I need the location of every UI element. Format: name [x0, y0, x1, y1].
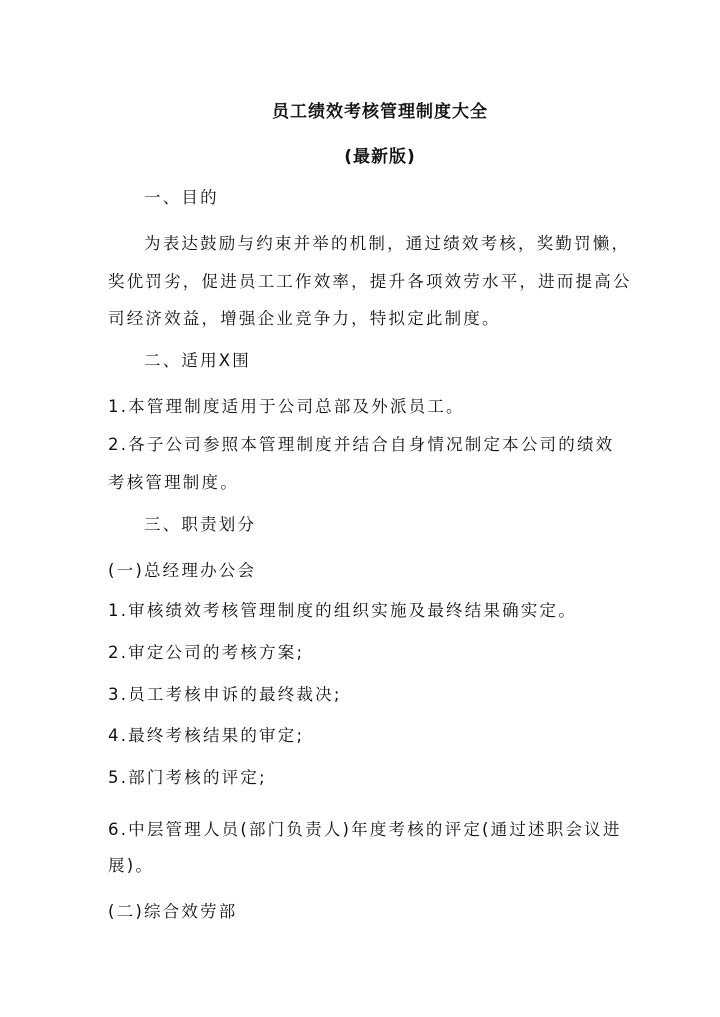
list-item: 6.中层管理人员(部门负责人)年度考核的评定(通过述职会议进 [108, 820, 622, 839]
section-heading-responsibilities: 三、职责划分 [144, 515, 257, 534]
list-item: 1.本管理制度适用于公司总部及外派员工。 [108, 397, 465, 416]
document-subtitle: (最新版) [344, 147, 416, 167]
list-item: 2.各子公司参照本管理制度并结合自身情况制定本公司的绩效 [108, 435, 615, 454]
list-item: 4.最终考核结果的审定; [108, 726, 305, 745]
section-heading-scope: 二、适用X围 [144, 351, 252, 370]
list-item: 5.部门考核的评定; [108, 768, 267, 787]
list-item: 1.审核绩效考核管理制度的组织实施及最终结果确实定。 [108, 601, 577, 620]
paragraph-line: 为表达鼓励与约束并举的机制，通过绩效考核，奖勤罚懒， [144, 234, 631, 253]
document-title: 员工绩效考核管理制度大全 [272, 102, 488, 122]
list-item-continuation: 考核管理制度。 [108, 473, 239, 492]
list-item-continuation: 展)。 [108, 856, 155, 875]
section-heading-purpose: 一、目的 [144, 188, 219, 207]
list-item: 2.审定公司的考核方案; [108, 643, 305, 662]
paragraph-line: 奖优罚劣，促进员工工作效率，提升各项效劳水平，进而提高公 [108, 272, 632, 291]
paragraph-line: 司经济效益，增强企业竞争力，特拟定此制度。 [108, 309, 501, 328]
subsection-heading: (一)总经理办公会 [108, 561, 257, 580]
subsection-heading: (二)综合效劳部 [108, 902, 238, 921]
list-item: 3.员工考核申诉的最终裁决; [108, 685, 342, 704]
